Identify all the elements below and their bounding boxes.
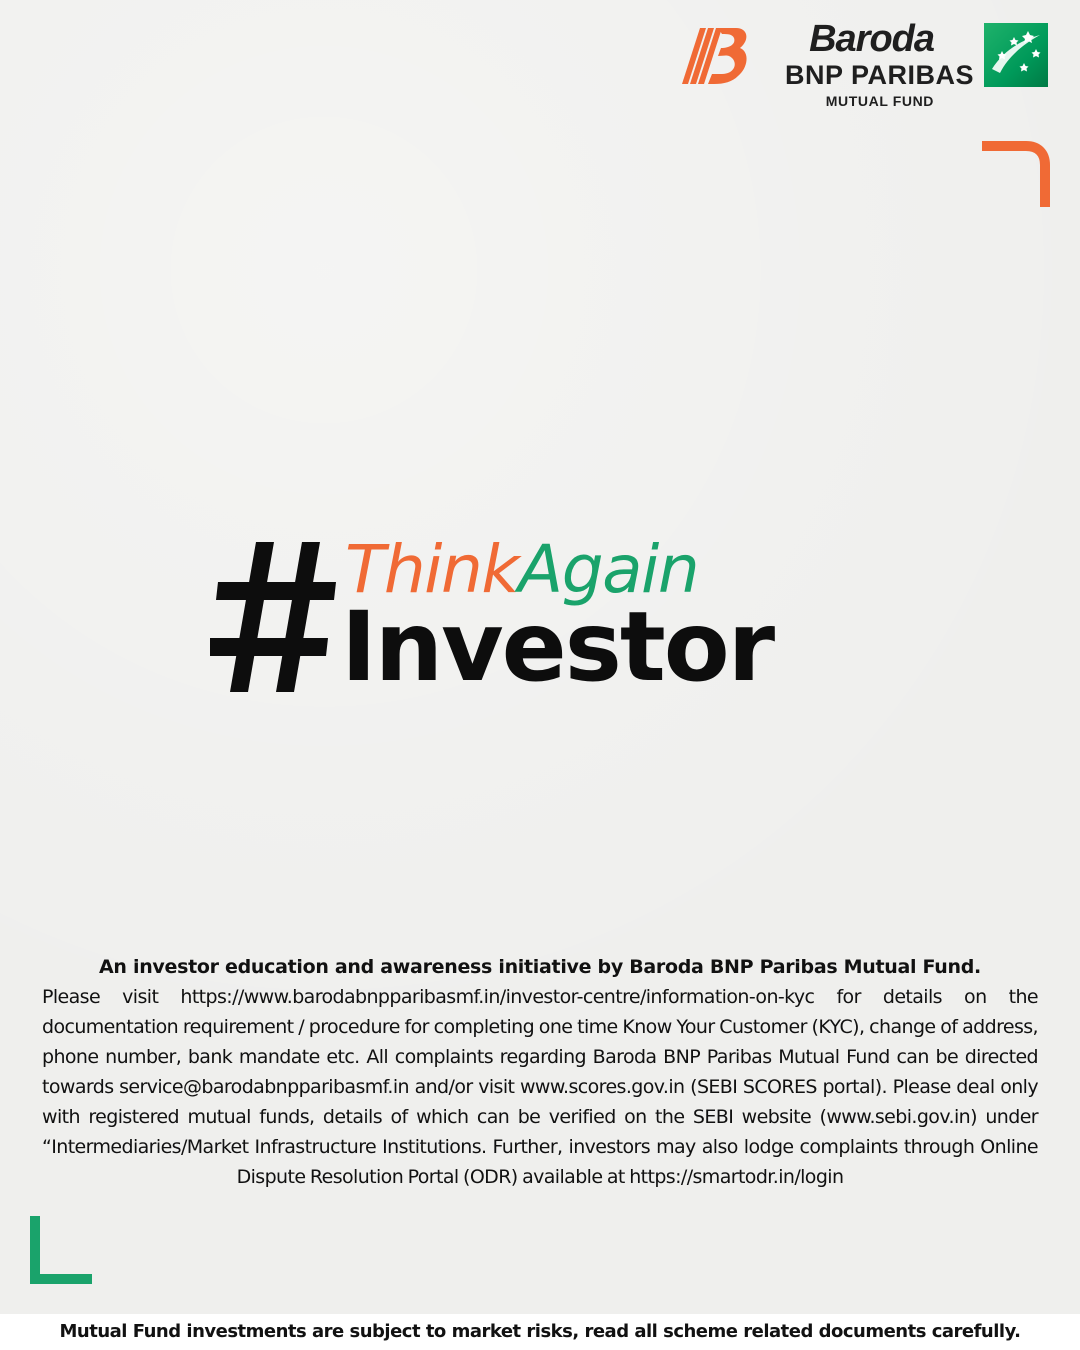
disclaimer-title: An investor education and awareness initiative by Baroda BNP Paribas Mutual Fund.	[99, 956, 981, 978]
footer-bar	[0, 1314, 1080, 1350]
brand-name-bnp-paribas: BNP PARIBAS	[784, 60, 974, 90]
baroda-b-sunrise-icon	[678, 24, 752, 88]
think-word: Think	[345, 531, 519, 608]
brand-logo	[676, 20, 1056, 120]
bnp-paribas-stars-icon	[984, 23, 1048, 87]
investor-text: Investor	[341, 591, 774, 703]
brand-wordmark	[756, 20, 974, 116]
brand-name-mutual-fund: MUTUAL FUND	[825, 93, 934, 109]
again-word: Again	[518, 531, 699, 608]
disclaimer-body: Please visit https://www.barodabnpparibasmf.in/investor-centre/information-on-kyc for details on the documentation requirement / procedure for completing one time Know Your Customer (KYC), change of address, phone number, bank mandate etc. All complaints regarding Baroda BNP Paribas Mutual Fund can be directed towards service@barodabnpparibasmf.in and/or visit www.scores.gov.in (SEBI SCORES portal). Please deal only with registered mutual funds, details of which can be verified on the SEBI website (www.sebi.gov.in) under “Intermediaries/Market Infrastructure Institutions. Further, investors may also lodge complaints through Online Dispute Resolution Portal (ODR) available at https://smartodr.in/login	[42, 986, 1038, 1188]
corner-bracket-icon	[30, 1216, 92, 1284]
hashtag-icon	[210, 542, 336, 692]
brand-name-baroda: Baroda	[809, 18, 934, 60]
headline	[205, 520, 845, 710]
corner-bracket-icon	[982, 141, 1050, 207]
footer-disclaimer: Mutual Fund investments are subject to market risks, read all scheme related documents carefully.	[59, 1321, 1021, 1342]
